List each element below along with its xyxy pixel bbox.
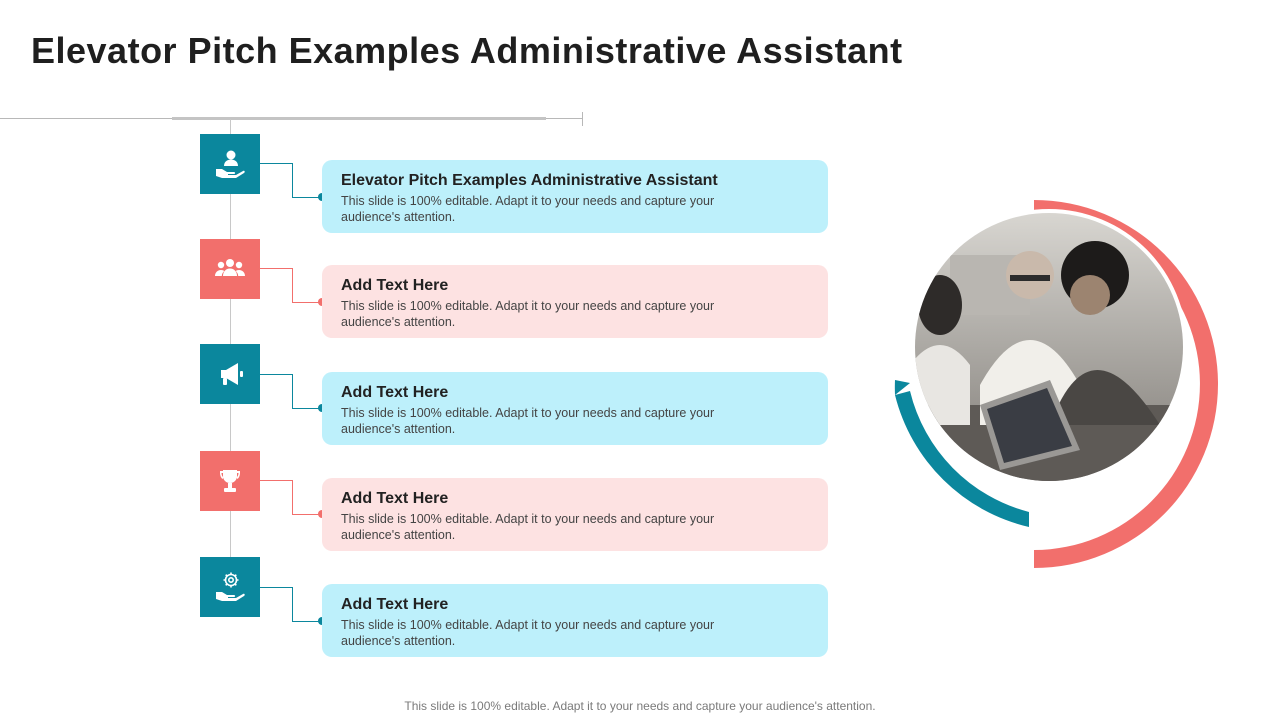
team-icon: [200, 239, 260, 299]
megaphone-icon: [200, 344, 260, 404]
list-item: [322, 160, 828, 233]
list-item: [322, 584, 828, 657]
connector: [260, 268, 292, 269]
item-body: This slide is 100% editable. Adapt it to your needs and capture your audience's attention.: [341, 194, 715, 224]
header-divider-accent: [172, 117, 546, 120]
connector: [292, 374, 293, 408]
footer-note: This slide is 100% editable. Adapt it to your needs and capture your audience's attention.: [404, 699, 876, 713]
page-title: Elevator Pitch Examples Administrative Assistant: [31, 30, 903, 71]
connector: [292, 163, 293, 197]
photo-illustration: [890, 195, 1230, 575]
item-body: This slide is 100% editable. Adapt it to your needs and capture your audience's attention.: [341, 512, 715, 542]
item-title: Add Text Here: [341, 384, 449, 401]
item-body: This slide is 100% editable. Adapt it to your needs and capture your audience's attention.: [341, 299, 715, 329]
connector: [292, 587, 293, 621]
item-body: This slide is 100% editable. Adapt it to your needs and capture your audience's attention.: [341, 406, 715, 436]
list-item: [322, 265, 828, 338]
hand-gear-icon: [200, 557, 260, 617]
connector: [260, 374, 292, 375]
connector: [260, 480, 292, 481]
connector: [260, 587, 292, 588]
hand-user-icon: [200, 134, 260, 194]
item-body: This slide is 100% editable. Adapt it to your needs and capture your audience's attention.: [341, 618, 715, 648]
list-item: [322, 478, 828, 551]
header-divider-tick: [582, 112, 583, 126]
connector: [260, 163, 292, 164]
item-title: Add Text Here: [341, 490, 449, 507]
item-title: Add Text Here: [341, 596, 449, 613]
trophy-icon: [200, 451, 260, 511]
connector: [292, 268, 293, 302]
connector: [292, 480, 293, 514]
item-title: Add Text Here: [341, 277, 449, 294]
list-item: [322, 372, 828, 445]
item-title: Elevator Pitch Examples Administrative Assistant: [341, 172, 718, 189]
